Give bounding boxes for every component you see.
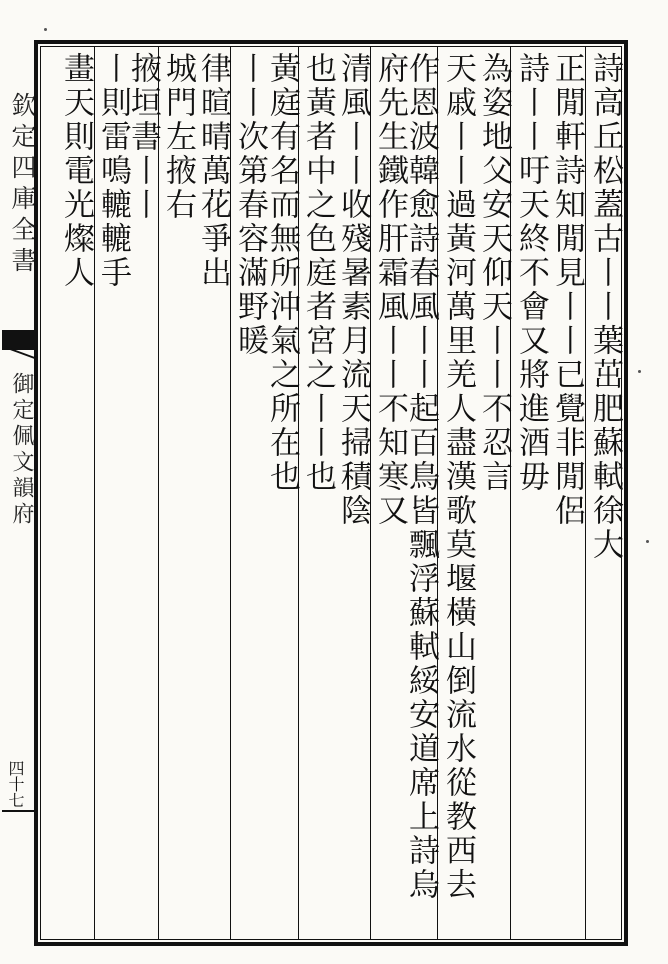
- text-column: 丨則雷鳴轆轆手: [95, 52, 131, 290]
- speck: [638, 370, 641, 373]
- text-column: 府先生鐵作肝霜風丨丨不知寒又: [372, 52, 408, 528]
- column-rule: [585, 46, 586, 940]
- text-column: 律暄晴萬花爭出: [195, 52, 231, 290]
- speck: [44, 28, 47, 31]
- book-title: 欽定四庫全書: [8, 92, 37, 278]
- text-column: 詩丨丨吁天終不會又將進酒毋: [513, 52, 549, 494]
- text-column: 丨丨次第春容滿野暖: [232, 52, 268, 358]
- text-column: 掖垣書丨丨: [125, 52, 161, 222]
- speck: [646, 540, 649, 543]
- page-number: 四十七: [6, 760, 25, 808]
- text-column: 天戚丨丨過黃河萬里羌人盡漢歌莫堰橫山倒流水從教西去: [440, 52, 476, 902]
- text-column: 正閒軒詩知閒見丨丨已覺非閒侶: [549, 52, 585, 528]
- text-column: 清風丨丨收殘暑素月流天掃積陰: [335, 52, 371, 528]
- text-column: 黃庭有名而無所沖氣之所在也: [264, 52, 300, 494]
- text-column: 為姿地父安天仰天丨丨不忍言: [476, 52, 512, 494]
- text-column: 畫天則電光燦人: [58, 52, 94, 290]
- text-column: 詩高丘松蓋古丨丨葉茁肥蘇軾徐大: [587, 52, 623, 562]
- volume-title: 御定佩文韻府: [9, 372, 34, 528]
- page-number-rule: [2, 810, 36, 812]
- text-column: 也黃者中之色庭者宮之丨丨也: [300, 52, 336, 494]
- text-column: 作恩波韓愈詩春風丨丨起百鳥皆飄浮蘇軾綏安道席上詩烏: [403, 52, 439, 902]
- text-column: 城門左掖右: [160, 52, 196, 222]
